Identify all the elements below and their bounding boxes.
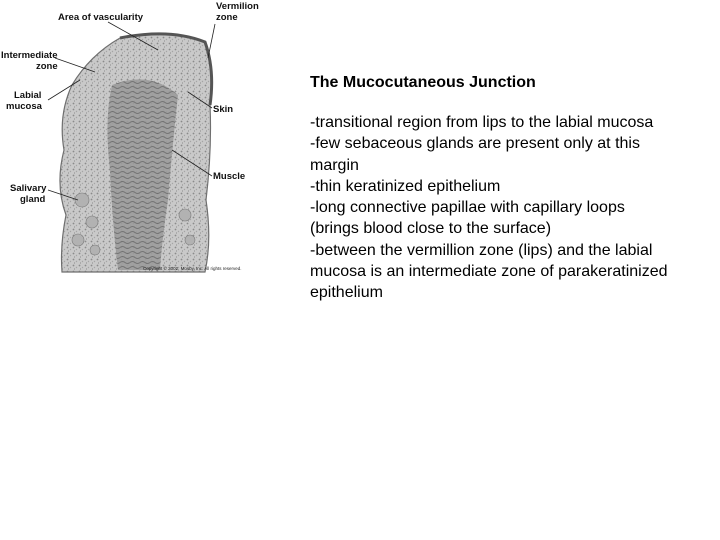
body-line: mucosa is an intermediate zone of parakeratinized [310, 263, 668, 281]
body-line: -between the vermillion zone (lips) and the labial [310, 241, 653, 259]
label-labial-line1: Labial [14, 90, 42, 101]
body-line: -long connective papillae with capillary loops [310, 199, 625, 217]
histology-figure [0, 0, 290, 290]
label-salivary-line1: Salivary [10, 183, 47, 194]
label-labial-line2: mucosa [6, 101, 42, 112]
label-skin: Skin [213, 104, 234, 115]
label-area-of-vascularity: Area of vascularity [58, 12, 144, 23]
slide-text-panel [310, 72, 718, 304]
copyright-notice: Copyright © 2002, Mosby, Inc. All rights reserved. [143, 266, 242, 271]
label-intermediate-line1: Intermediate [1, 50, 58, 61]
body-line: -thin keratinized epithelium [310, 177, 501, 195]
label-vermilion-line2: zone [216, 12, 238, 23]
body-line: margin [310, 156, 359, 174]
body-line: -few sebaceous glands are present only at this [310, 135, 640, 153]
slide-title: The Mucocutaneous Junction [310, 74, 536, 91]
label-salivary-line2: gland [20, 194, 46, 205]
body-line: (brings blood close to the surface) [310, 220, 552, 238]
label-intermediate-line2: zone [36, 61, 58, 72]
body-line: epithelium [310, 284, 383, 302]
slide-body [310, 112, 718, 304]
lip-section-micrograph [0, 0, 290, 290]
label-vermilion-line1: Vermilion [216, 1, 259, 12]
label-muscle: Muscle [213, 171, 246, 182]
body-line: -transitional region from lips to the labial mucosa [310, 114, 654, 131]
